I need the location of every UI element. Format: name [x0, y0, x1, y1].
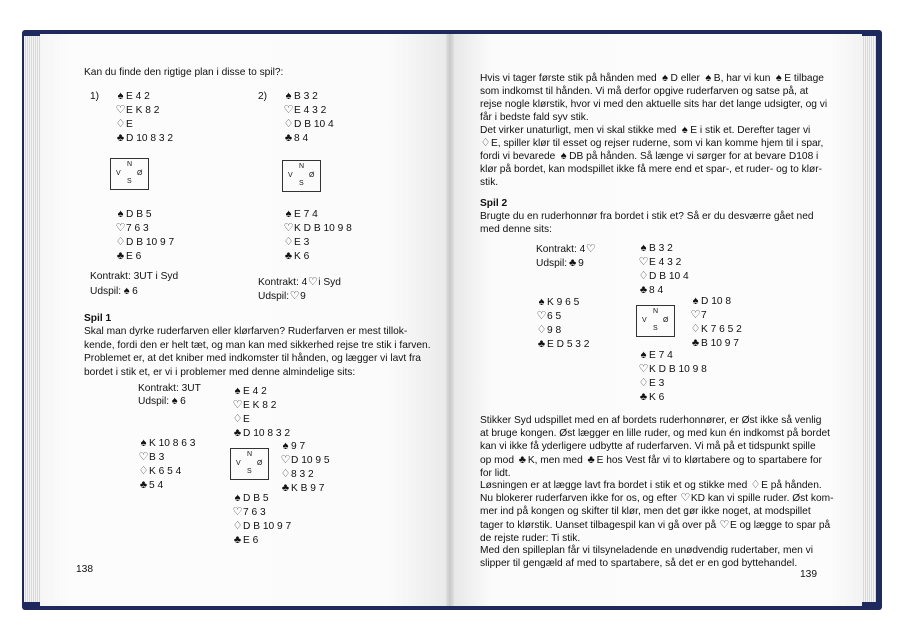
heart-icon: ♡: [232, 399, 243, 411]
text-run: D 10 8: [701, 296, 732, 307]
p1-contract: Kontrakt: 3UT i Syd: [90, 271, 179, 282]
spil-2-west-hand-line: [536, 310, 561, 323]
spil-1-north-hand-line: [232, 427, 290, 440]
spil-2-east-hand-line: [690, 295, 731, 308]
text-run: 8 4: [294, 133, 309, 144]
spil-1-lead: [138, 395, 186, 408]
text-run: E 7 4: [649, 350, 673, 361]
spil-1-north-hand-line: [232, 413, 250, 426]
spil-1-text: Problemet er, at det kniber med indkomster til hånden, og lægger vi lavt fra: [84, 353, 421, 364]
text-run: tager to klørstik. Uanset tilbagespil kan vi gå over på: [480, 519, 719, 531]
compass-n: N: [247, 451, 253, 458]
heart-icon: ♡: [680, 492, 691, 505]
spil-2-north-hand-line: [638, 284, 663, 297]
text-run: 6: [132, 286, 138, 297]
club-icon: ♣: [116, 250, 125, 262]
text-run: 5 4: [149, 480, 164, 491]
spade-icon: ♠: [775, 72, 782, 84]
text-run: 6: [180, 396, 186, 407]
text-run: D B 5: [243, 493, 269, 504]
text-run: 7 6 3: [243, 507, 266, 518]
club-icon: ♣: [284, 132, 293, 144]
club-icon: ♣: [116, 132, 125, 144]
heart-icon: ♡: [307, 276, 318, 288]
text-run: K D B 10 9 8: [294, 223, 352, 234]
text-run: 7 6 3: [126, 223, 149, 234]
heart-icon: ♡: [115, 104, 126, 116]
text-run: E K 8 2: [243, 400, 277, 411]
text-run: 6 5: [547, 311, 562, 322]
right-paragraph-2: [480, 163, 822, 176]
p1-south-hand-line: [115, 236, 174, 249]
text-run: KD kan vi spille ruder. Øst kom-: [690, 493, 834, 505]
heart-icon: ♡: [280, 454, 291, 466]
spade-icon: ♠: [234, 385, 241, 397]
p1-north-hand-line: [115, 90, 150, 103]
text-run: K 10 8 6 3: [149, 438, 196, 449]
text-run: E 4 2: [243, 386, 267, 397]
text-run: D B 10 9 7: [243, 521, 292, 532]
spil-1-east-hand-line: [280, 468, 314, 481]
text-run: E og lægge to spar på: [729, 519, 831, 531]
compass-s: S: [127, 178, 132, 185]
compass-s: S: [653, 325, 658, 332]
spil-2-compass: [636, 305, 675, 337]
heart-icon: ♡: [283, 222, 294, 234]
text-run: E 3: [294, 237, 310, 248]
text-run: K 6: [294, 251, 310, 262]
text-run: DB på hånden. Så længe vi sørger for at bevare D108 i: [569, 151, 819, 162]
spil-1-west-hand-line: [138, 479, 163, 492]
diamond-icon: ♢: [480, 137, 491, 149]
heart-icon: ♡: [585, 243, 596, 255]
diamond-icon: ♢: [232, 413, 243, 425]
club-icon: ♣: [233, 427, 242, 439]
p2-south-hand-line: [283, 250, 309, 263]
spil-2-west-hand-line: [536, 338, 589, 351]
diamond-icon: ♢: [638, 270, 649, 282]
text-run: E 4 3 2: [294, 105, 327, 116]
compass-n: N: [299, 163, 305, 170]
text-run: D 10 8 3 2: [126, 133, 174, 144]
club-icon: ♣: [639, 391, 648, 403]
spil-2-north-hand-line: [638, 270, 689, 283]
spade-icon: ♠: [538, 296, 545, 308]
text-run: D B 10 4: [294, 119, 334, 130]
club-icon: ♣: [518, 453, 526, 466]
right-paragraph-1: [480, 85, 808, 98]
text-run: K 6 5 4: [149, 466, 182, 477]
spil-1-east-hand-line: [280, 440, 305, 453]
diamond-icon: ♢: [232, 520, 243, 532]
compass-o: Ø: [137, 170, 143, 177]
heart-icon: ♡: [536, 310, 547, 322]
p1-south-hand-line: [115, 222, 149, 235]
right-paragraph-1: [480, 111, 589, 124]
text-run: at bruge kongen. Øst lægger en lille ruder, og med kun én indkomst på bordet: [480, 428, 830, 440]
spil-1-west-hand-line: [138, 437, 195, 450]
compass-o: Ø: [257, 460, 263, 467]
spil-1-east-hand-line: [280, 454, 330, 467]
text-run: E hos Vest får vi to klørtabere og to spartabere for: [596, 454, 822, 466]
heart-icon: ♡: [719, 518, 730, 531]
p2-lead: [258, 290, 306, 303]
heart-icon: ♡: [638, 363, 649, 375]
text-run: Hvis vi tager første stik på hånden med: [480, 73, 660, 84]
text-run: E K 8 2: [126, 105, 160, 116]
diamond-icon: ♢: [138, 465, 149, 477]
diamond-icon: ♢: [280, 468, 291, 480]
text-run: D eller: [670, 73, 703, 84]
spade-icon: ♠: [234, 492, 241, 504]
text-run: klør på bordet, kan modspillet ikke få mere end et spar-, et ruder- og to klør-: [480, 164, 822, 175]
spil-2-west-hand-line: [536, 324, 561, 337]
text-run: i Syd: [318, 277, 341, 288]
text-run: slipper til gengæld af med to spartabere, så det er en god byttehandel.: [480, 558, 798, 570]
spil-1-south-hand-line: [232, 506, 266, 519]
text-run: Udspil:: [536, 258, 568, 269]
right-paragraph-4: [480, 532, 580, 545]
spil-2-south-hand-line: [638, 377, 664, 390]
text-run: Stikker Syd udspillet med en af bordets ruderhonnører, er Øst ikke så venlig: [480, 415, 822, 426]
spil-2-south-hand-line: [638, 349, 673, 362]
text-run: Udspil:: [90, 286, 122, 297]
spil-2-south-hand-line: [638, 391, 664, 404]
p2-north-hand-line: [283, 104, 326, 117]
spil-1-text: Skal man dyrke ruderfarven eller klørfarven? Ruderfarven er mest tillok-: [84, 326, 408, 337]
club-icon: ♣: [587, 453, 595, 466]
spade-icon: ♠: [171, 395, 178, 407]
spade-icon: ♠: [692, 295, 699, 307]
spil-2-east-hand-line: [690, 323, 742, 336]
p1-south-hand-line: [115, 250, 141, 263]
compass-v: V: [116, 170, 121, 177]
p2-south-hand-line: [283, 236, 309, 249]
p2-north-hand-line: [283, 90, 318, 103]
text-run: D B 10 4: [649, 271, 689, 282]
right-paragraph-5: [480, 544, 813, 557]
intro-question: Kan du finde den rigtige plan i disse to spil?:: [84, 67, 284, 78]
right-paragraph-5: [480, 557, 797, 570]
text-run: 8 4: [649, 285, 664, 296]
problem-2-label: 2): [258, 91, 268, 102]
text-run: D B 10 9 7: [126, 237, 175, 248]
spade-icon: ♠: [662, 72, 668, 84]
book-gutter: [446, 34, 454, 606]
p2-south-hand-line: [283, 208, 318, 221]
club-icon: ♣: [233, 534, 242, 546]
text-run: B, har vi kun: [713, 73, 774, 84]
text-run: E, spiller klør til esset og rejser ruderne, som vi kan komme hjem til i spar,: [491, 138, 824, 149]
spil-1-north-hand-line: [232, 399, 276, 412]
spil-2-east-hand-line: [690, 309, 707, 322]
text-run: B 3 2: [294, 91, 318, 102]
p1-lead: [90, 285, 138, 298]
text-run: B 3 2: [649, 243, 673, 254]
text-run: K, men med: [527, 454, 586, 466]
spil-1-west-hand-line: [138, 451, 164, 464]
right-paragraph-4: [480, 505, 811, 518]
right-paragraph-2: [480, 176, 498, 189]
club-icon: ♣: [569, 257, 577, 269]
spil-1-text: kende, fordi den er helt tæt, og man kan med sikkerhed rejse tre stik i farven.: [84, 339, 431, 351]
diamond-icon: ♢: [283, 118, 294, 130]
text-run: K D B 10 9 8: [649, 364, 707, 375]
text-run: E på hånden.: [761, 480, 822, 491]
spil-2-lead: [536, 257, 584, 270]
p1-north-hand-line: [115, 132, 173, 145]
text-run: K 6: [649, 392, 665, 403]
spil-2-north-hand-line: [638, 242, 673, 255]
text-run: for lidt.: [480, 467, 511, 479]
right-paragraph-1: [480, 98, 827, 111]
heart-icon: ♡: [283, 104, 294, 116]
text-run: E 4 2: [126, 91, 150, 102]
spil-1-compass: [230, 448, 269, 480]
spil-2-contract: [536, 243, 596, 256]
compass-o: Ø: [663, 317, 669, 324]
right-paragraph-2: [480, 124, 810, 137]
text-run: Kontrakt: 4: [258, 277, 308, 288]
spade-icon: ♠: [560, 150, 567, 162]
text-run: E D 5 3 2: [547, 339, 590, 350]
text-run: Kontrakt: 4: [536, 244, 586, 255]
spade-icon: ♠: [123, 285, 130, 297]
spade-icon: ♠: [282, 440, 289, 452]
p1-north-hand-line: [115, 118, 133, 131]
text-run: D B 5: [126, 209, 152, 220]
text-run: som indkomst til hånden. Vi må derfor opgive ruderfarven og satse på, at: [480, 86, 809, 97]
compass-v: V: [236, 460, 241, 467]
club-icon: ♣: [139, 479, 148, 491]
right-paragraph-4: [480, 479, 822, 492]
text-run: E 6: [243, 535, 259, 546]
problem-1-label: 1): [90, 91, 100, 102]
text-run: D 10 8 3 2: [243, 428, 291, 439]
text-run: E 6: [126, 251, 142, 262]
right-paragraph-3: [480, 454, 822, 467]
spade-icon: ♠: [285, 208, 292, 220]
spade-icon: ♠: [285, 90, 292, 102]
page-number-139: 139: [800, 569, 817, 580]
right-paragraph-1: [480, 72, 824, 85]
spil-2-north-hand-line: [638, 256, 681, 269]
diamond-icon: ♢: [115, 236, 126, 248]
spade-icon: ♠: [140, 437, 147, 449]
spade-icon: ♠: [640, 349, 647, 361]
spil-2-text: Brugte du en ruderhonnør fra bordet i stik et? Så er du desværre gået ned: [480, 211, 814, 222]
spade-icon: ♠: [117, 208, 124, 220]
heart-icon: ♡: [690, 309, 701, 321]
heart-icon: ♡: [115, 222, 126, 234]
diamond-icon: ♢: [690, 323, 701, 335]
spil-1-south-hand-line: [232, 492, 268, 505]
text-run: Løsningen er at lægge lavt fra bordet i stik et og stikke med: [480, 480, 751, 491]
text-run: op mod: [480, 454, 517, 466]
text-run: K 7 6 5 2: [701, 324, 742, 335]
p2-contract: [258, 276, 341, 289]
text-run: kan vi ikke få yderligere udbytte af ruderfarven. Vi må på et tidspunkt spille: [480, 441, 816, 453]
text-run: E tilbage: [784, 73, 824, 84]
text-run: 9 8: [547, 325, 562, 336]
p2-compass: [282, 160, 321, 192]
text-run: 9: [578, 258, 584, 269]
p2-north-hand-line: [283, 132, 308, 145]
text-run: E 4 3 2: [649, 257, 682, 268]
heart-icon: ♡: [289, 290, 300, 302]
spade-icon: ♠: [681, 124, 688, 136]
right-paragraph-4: [480, 519, 830, 532]
text-run: Udspil:: [258, 291, 290, 302]
right-paragraph-3: [480, 440, 816, 453]
spil-2-heading: Spil 2: [480, 198, 508, 209]
text-run: D 10 9 5: [291, 455, 330, 466]
diamond-icon: ♢: [536, 324, 547, 336]
text-run: E: [243, 414, 250, 425]
page-number-138: 138: [76, 564, 93, 575]
compass-s: S: [299, 180, 304, 187]
spil-2-east-hand-line: [690, 337, 739, 350]
right-paragraph-2: [480, 137, 823, 150]
spil-1-south-hand-line: [232, 520, 291, 533]
text-run: K B 9 7: [291, 483, 325, 494]
diamond-icon: ♢: [638, 377, 649, 389]
spil-1-west-hand-line: [138, 465, 181, 478]
heart-icon: ♡: [638, 256, 649, 268]
heart-icon: ♡: [138, 451, 149, 463]
text-run: Det virker unaturligt, men vi skal stikke med: [480, 125, 680, 136]
text-run: 7: [701, 310, 707, 321]
right-paragraph-3: [480, 414, 821, 427]
text-run: Med den spilleplan får vi tilsyneladende en unødvendig rudertaber, men vi: [480, 545, 813, 556]
compass-n: N: [653, 308, 659, 315]
p1-north-hand-line: [115, 104, 159, 117]
text-run: rejse nogle klørstik, hvor vi med den aktuelle sits har det lange udsigter, og vi: [480, 99, 828, 110]
compass-n: N: [127, 161, 133, 168]
club-icon: ♣: [284, 250, 293, 262]
p2-north-hand-line: [283, 118, 334, 131]
p1-compass: [110, 158, 149, 190]
text-run: 9 7: [291, 441, 306, 452]
spil-1-contract: Kontrakt: 3UT: [138, 383, 201, 394]
text-run: B 3: [149, 452, 165, 463]
spil-1-heading: Spil 1: [84, 313, 112, 324]
p1-south-hand-line: [115, 208, 151, 221]
right-paragraph-2: [480, 150, 818, 163]
club-icon: ♣: [691, 337, 700, 349]
right-paragraph-3: [480, 467, 511, 480]
page-edges-right: [860, 36, 876, 602]
diamond-icon: ♢: [115, 118, 126, 130]
compass-o: Ø: [309, 172, 315, 179]
right-paragraph-3: [480, 427, 830, 440]
text-run: E i stik et. Derefter tager vi: [690, 125, 811, 136]
club-icon: ♣: [639, 284, 648, 296]
text-run: får i bedste fald syv stik.: [480, 112, 589, 123]
diamond-icon: ♢: [750, 479, 761, 491]
text-run: E 3: [649, 378, 665, 389]
heart-icon: ♡: [232, 506, 243, 518]
spil-2-text: med denne sits:: [480, 224, 552, 235]
text-run: de rejste ruder: Ti stik.: [480, 532, 581, 544]
text-run: K 9 6 5: [547, 297, 580, 308]
diamond-icon: ♢: [283, 236, 294, 248]
text-run: E 7 4: [294, 209, 318, 220]
page-edges-left: [24, 36, 40, 602]
spil-2-south-hand-line: [638, 363, 707, 376]
text-run: Udspil:: [138, 396, 170, 407]
compass-s: S: [247, 468, 252, 475]
text-run: fordi vi bevarede: [480, 151, 559, 162]
right-paragraph-4: [480, 492, 834, 505]
spil-1-south-hand-line: [232, 534, 258, 547]
text-run: 9: [300, 291, 306, 302]
spade-icon: ♠: [640, 242, 647, 254]
text-run: stik.: [480, 177, 499, 188]
spade-icon: ♠: [705, 72, 712, 84]
spil-1-east-hand-line: [280, 482, 324, 495]
text-run: Nu blokerer ruderfarven ikke for os, og efter: [480, 493, 680, 505]
text-run: E: [126, 119, 133, 130]
text-run: mer ind på kongen og skifter til klør, men det gør ikke noget, at modspillet: [480, 506, 811, 518]
compass-v: V: [642, 317, 647, 324]
spade-icon: ♠: [117, 90, 124, 102]
compass-v: V: [288, 172, 293, 179]
spil-2-west-hand-line: [536, 296, 579, 309]
p2-south-hand-line: [283, 222, 352, 235]
text-run: B 10 9 7: [701, 338, 739, 349]
club-icon: ♣: [281, 482, 290, 494]
spil-1-north-hand-line: [232, 385, 267, 398]
club-icon: ♣: [537, 338, 546, 350]
spil-1-text: bordet i stik et, er vi i problemer med denne almindelige sits:: [84, 366, 356, 378]
text-run: 8 3 2: [291, 469, 314, 480]
